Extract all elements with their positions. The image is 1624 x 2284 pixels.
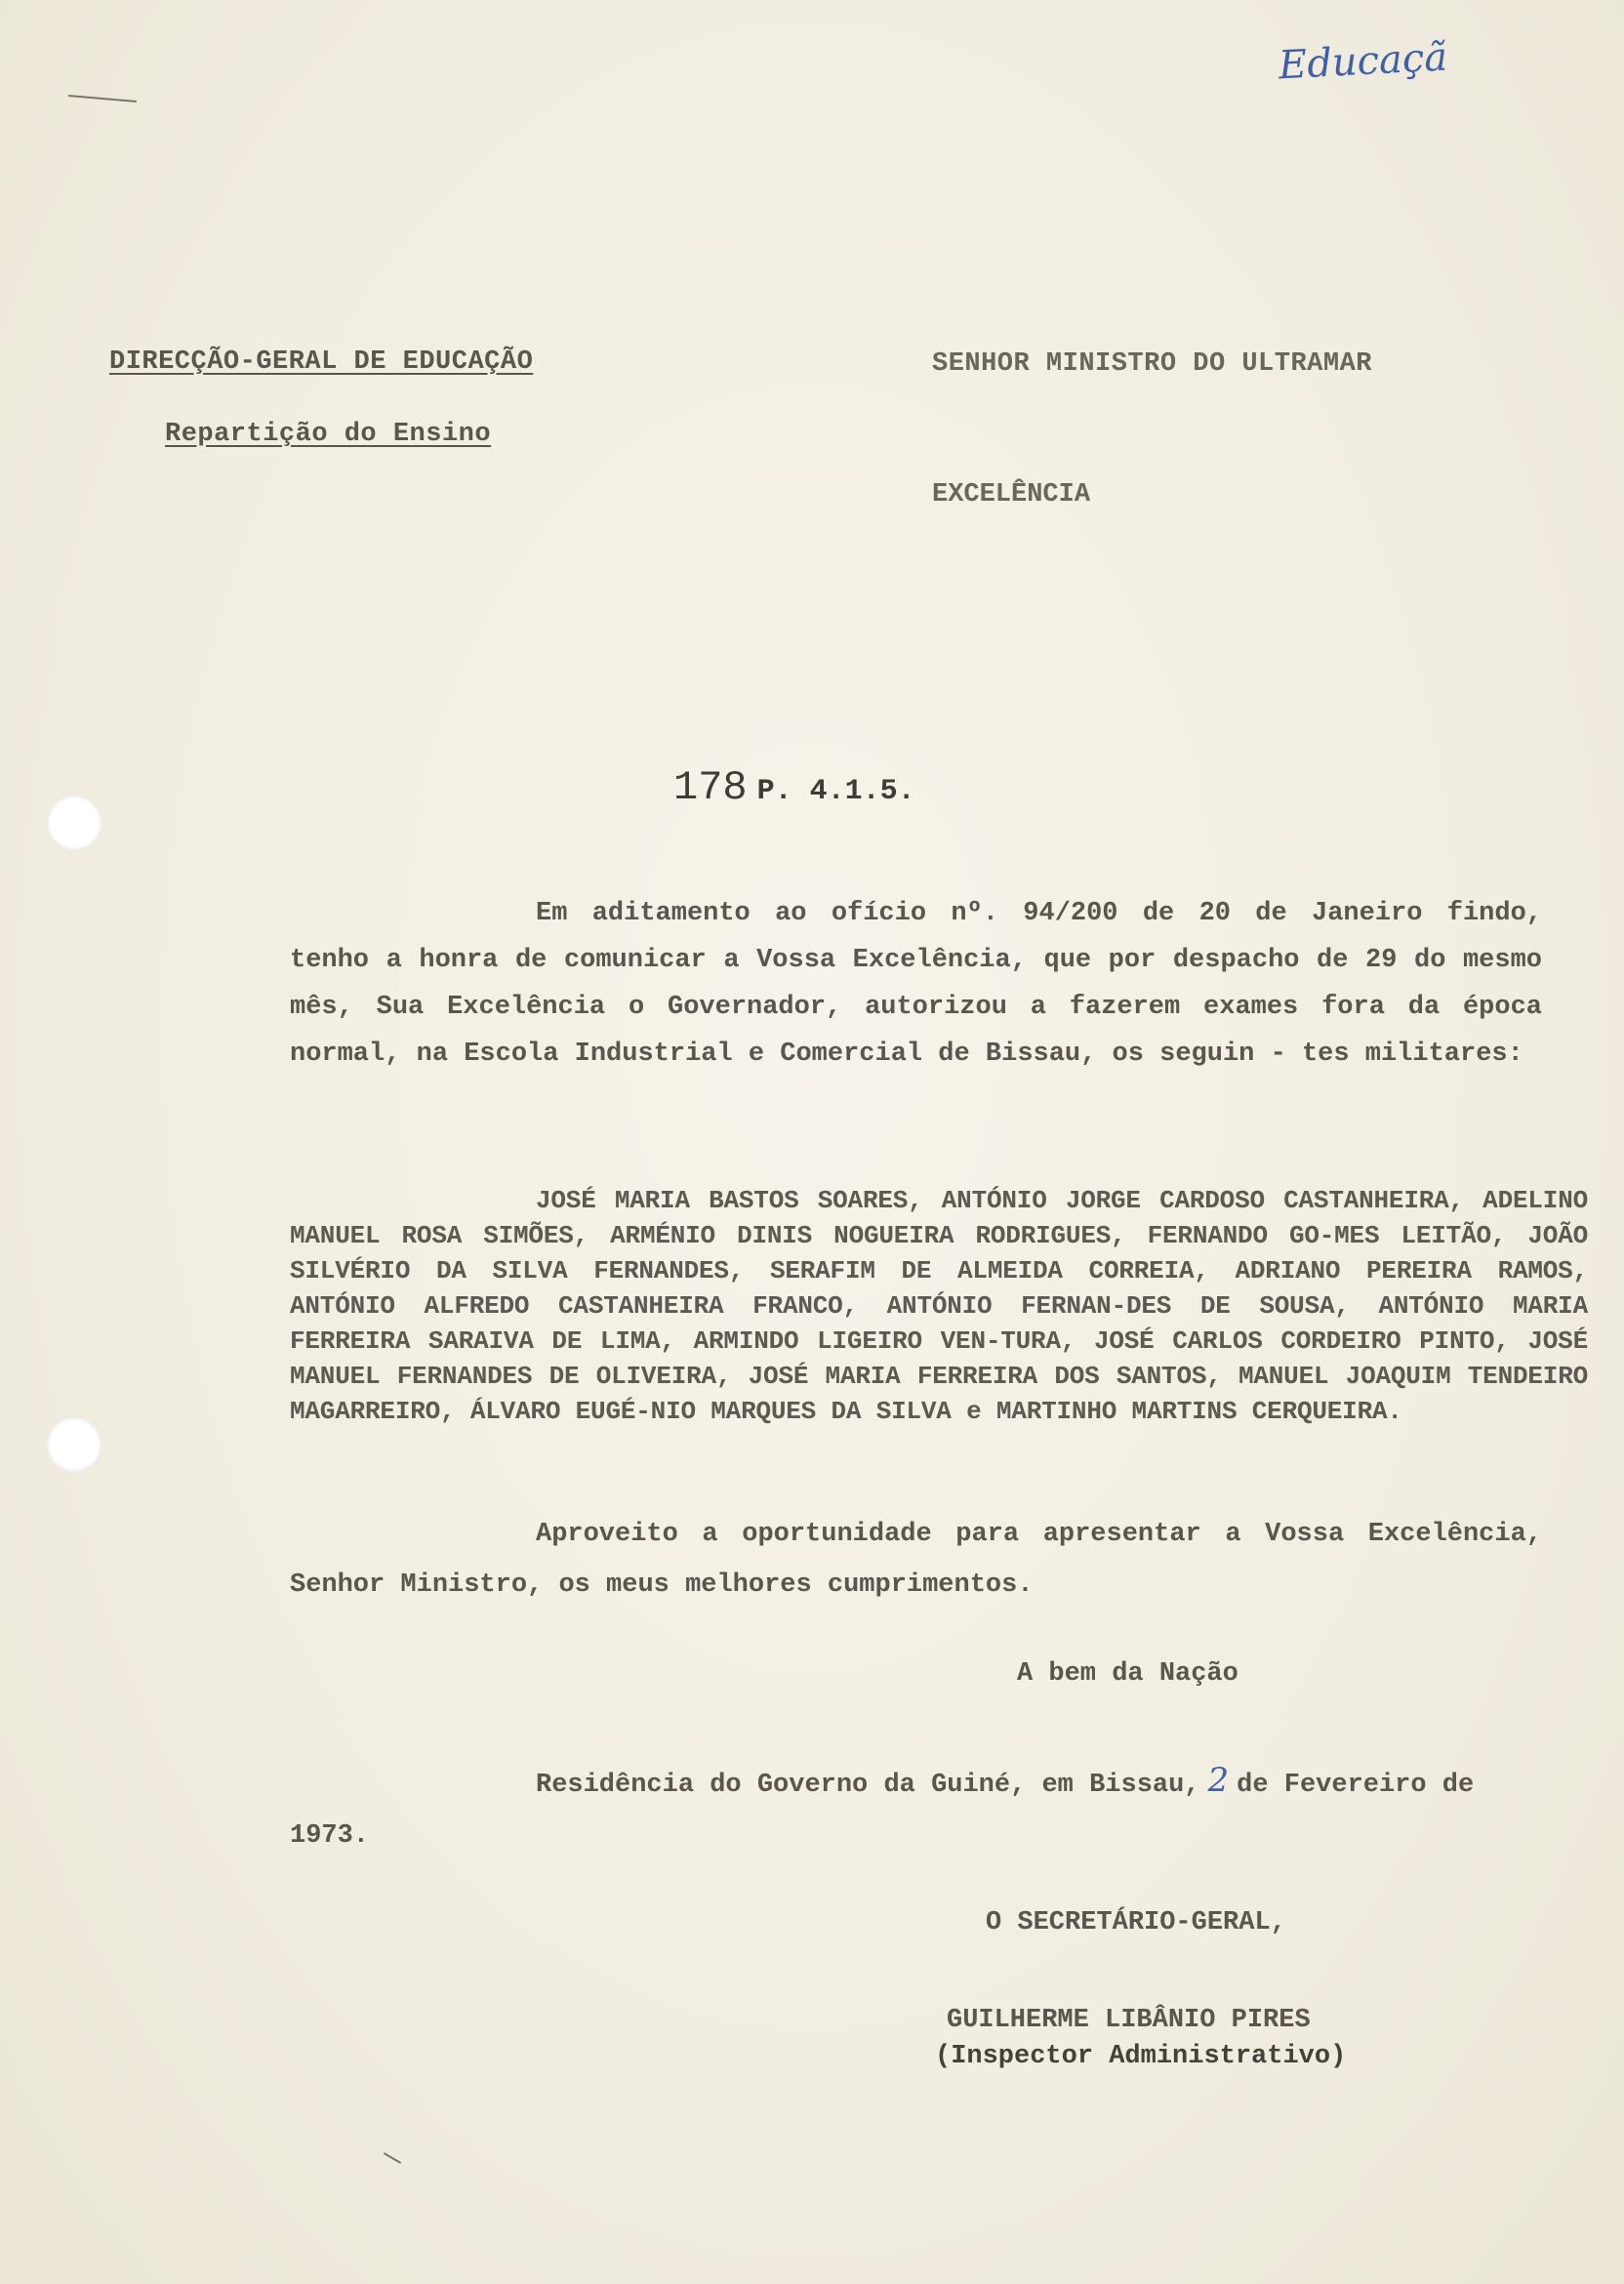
place-prefix: Residência do Governo da Guiné, em Bissau, [536,1771,1200,1800]
reference-code: P. 4.1.5. [756,775,915,808]
signatory-role: (Inspector Administrativo) [935,2042,1347,2071]
reference-num: 178 [673,764,748,811]
signatory-name: GUILHERME LIBÂNIO PIRES [947,2006,1311,2035]
salutation: EXCELÊNCIA [932,480,1091,510]
stray-mark [68,95,137,102]
handwritten-note: Educaçã [1277,34,1449,89]
place-suffix: de Fevereiro de 1973. [290,1771,1475,1851]
punch-hole [47,795,102,850]
closing-paragraph: Aproveito a oportunidade para apresentar a Vossa Excelência, Senhor Ministro, os meus melhores cumprimentos. [290,1520,1542,1600]
section-name: Repartição do Ensino [165,420,492,449]
signatory-title: O SECRETÁRIO-GERAL, [986,1908,1286,1937]
motto: A bem da Nação [1017,1659,1238,1689]
body-paragraph: Em aditamento ao ofício nº. 94/200 de 20 de Janeiro findo, tenho a honra de comunicar a Vossa Excelência, que por despacho de 29 do mesmo mês, Sua Excelência o Governador, autorizou a fazerem exames fora da época normal, na Escola Industrial e Comercial de Bissau, os seguin - tes militares: [290,899,1542,1069]
handwritten-day: 2 [1207,1761,1230,1800]
punch-hole [47,1417,102,1472]
place-date [290,1755,1542,1861]
stray-mark [384,2152,401,2164]
addressee: SENHOR MINISTRO DO ULTRAMAR [932,349,1372,379]
names-list: JOSÉ MARIA BASTOS SOARES, ANTÓNIO JORGE CARDOSO CASTANHEIRA, ADELINO MANUEL ROSA SIMÕES, ARMÉNIO DINIS NOGUEIRA RODRIGUES, FERNANDO GO-MES LEITÃO, JOÃO SILVÉRIO DA SILVA FERNANDES, SERAFIM DE ALMEIDA CORREIA, ADRIANO PEREIRA RAMOS, ANTÓNIO ALFREDO CASTANHEIRA FRANCO, ANTÓNIO FERNAN-DES DE SOUSA, ANTÓNIO MARIA FERREIRA SARAIVA DE LIMA, ARMINDO LIGEIRO VEN-TURA, JOSÉ CARLOS CORDEIRO PINTO, JOSÉ MANUEL FERNANDES DE OLIVEIRA, JOSÉ MARIA FERREIRA DOS SANTOS, MANUEL JOAQUIM TENDEIRO MAGARREIRO, ÁLVARO EUGÉ-NIO MARQUES DA SILVA e MARTINHO MARTINS CERQUEIRA. [290,1186,1588,1426]
sender-header [109,347,533,449]
department-name: DIRECÇÃO-GERAL DE EDUCAÇÃO [109,347,534,377]
reference-number [673,764,915,811]
